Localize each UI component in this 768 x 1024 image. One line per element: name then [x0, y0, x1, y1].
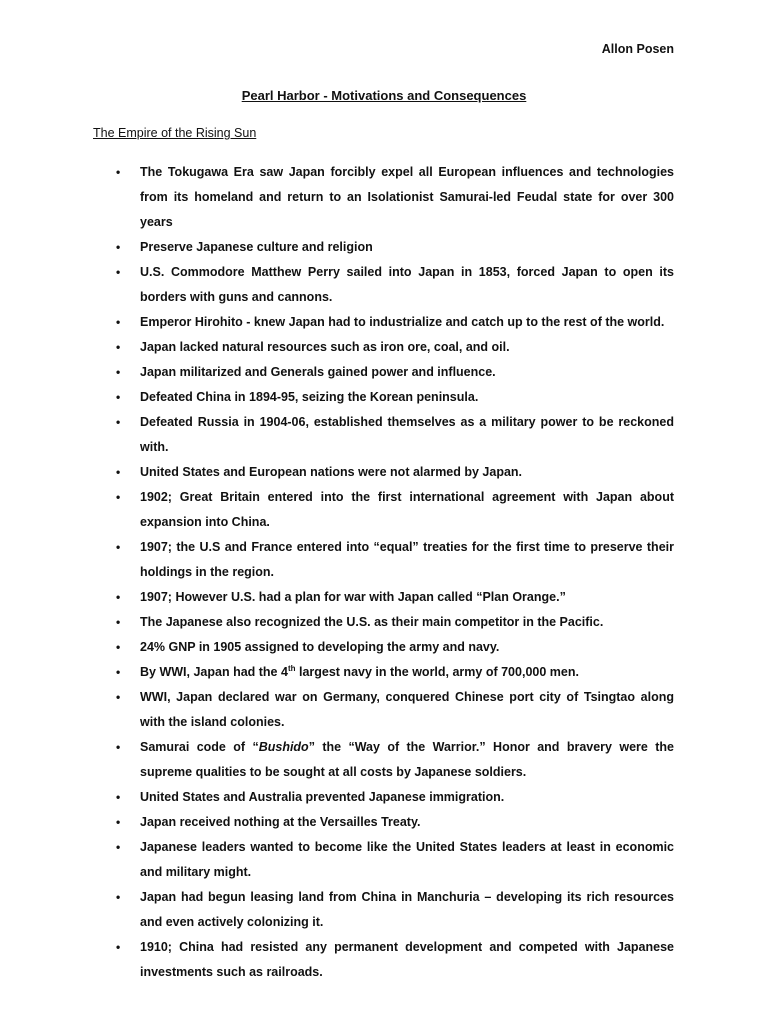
- bullet-icon: •: [116, 615, 121, 629]
- list-item: [116, 335, 674, 360]
- bullet-icon: •: [116, 540, 121, 554]
- list-item-text: WWI, Japan declared war on Germany, conquered Chinese port city of Tsingtao along with the island colonies.: [140, 690, 674, 729]
- list-item: [116, 360, 674, 385]
- list-item-text: Preserve Japanese culture and religion: [140, 240, 373, 254]
- section-heading: The Empire of the Rising Sun: [93, 126, 257, 140]
- list-item-text: The Japanese also recognized the U.S. as their main competitor in the Pacific.: [140, 615, 604, 629]
- list-item: [116, 835, 674, 885]
- list-item: [116, 535, 674, 585]
- bullet-icon: •: [116, 365, 121, 379]
- list-item: [116, 485, 674, 535]
- list-item-text: By WWI, Japan had the 4: [140, 665, 288, 679]
- list-item-text: Samurai code of “: [140, 740, 259, 754]
- bullet-icon: •: [116, 390, 121, 404]
- list-item-text: 1907; the U.S and France entered into “equal” treaties for the first time to preserve their holdings in the region.: [140, 540, 674, 579]
- list-item-text: largest navy in the world, army of 700,000 men.: [295, 665, 579, 679]
- list-item: [116, 685, 674, 735]
- bullet-icon: •: [116, 815, 121, 829]
- list-item-text: Japan lacked natural resources such as iron ore, coal, and oil.: [140, 340, 510, 354]
- list-item: [116, 235, 674, 260]
- bullet-list: [116, 160, 674, 985]
- bullet-icon: •: [116, 590, 121, 604]
- list-item: [116, 935, 674, 985]
- list-item: [116, 260, 674, 310]
- document-title: Pearl Harbor - Motivations and Consequences: [241, 88, 527, 103]
- bullet-icon: •: [116, 465, 121, 479]
- list-item: [116, 660, 674, 685]
- bullet-icon: •: [116, 265, 121, 279]
- list-item: [116, 635, 674, 660]
- bullet-icon: •: [116, 490, 121, 504]
- bullet-icon: •: [116, 415, 121, 429]
- bullet-icon: •: [116, 165, 121, 179]
- list-item-text: The Tokugawa Era saw Japan forcibly expel all European influences and technologies from its homeland and return to an Isolationist Samurai-led Feudal state for over 300 years: [140, 165, 674, 229]
- bullet-icon: •: [116, 690, 121, 704]
- list-item: [116, 885, 674, 935]
- list-item-text: Defeated Russia in 1904-06, established themselves as a military power to be reckoned with.: [140, 415, 674, 454]
- list-item: [116, 385, 674, 410]
- bullet-icon: •: [116, 740, 121, 754]
- author-name: Allon Posen: [601, 42, 674, 56]
- list-item-text: Japan militarized and Generals gained power and influence.: [140, 365, 496, 379]
- list-item-text: Emperor Hirohito - knew Japan had to industrialize and catch up to the rest of the world.: [140, 315, 665, 329]
- list-item-text: United States and European nations were not alarmed by Japan.: [140, 465, 523, 479]
- list-item: [116, 610, 674, 635]
- bullet-icon: •: [116, 340, 121, 354]
- list-item-text: Japan received nothing at the Versailles Treaty.: [140, 815, 421, 829]
- bullet-icon: •: [116, 840, 121, 854]
- list-item-text: 1910; China had resisted any permanent development and competed with Japanese investments such as railroads.: [140, 940, 674, 979]
- bullet-icon: •: [116, 665, 121, 679]
- list-item-text: 1902; Great Britain entered into the first international agreement with Japan about expansion into China.: [140, 490, 674, 529]
- bullet-icon: •: [116, 240, 121, 254]
- bullet-icon: •: [116, 940, 121, 954]
- list-item-text: 24% GNP in 1905 assigned to developing the army and navy.: [140, 640, 500, 654]
- list-item-text: Defeated China in 1894-95, seizing the Korean peninsula.: [140, 390, 479, 404]
- list-item-text: ” the “Way of the Warrior.” Honor and bravery were the supreme qualities to be sought at all costs by Japanese soldiers.: [140, 740, 674, 779]
- list-item: [116, 810, 674, 835]
- list-item-text: Japan had begun leasing land from China in Manchuria – developing its rich resources and even actively colonizing it.: [140, 890, 674, 929]
- bullet-icon: •: [116, 315, 121, 329]
- list-item: [116, 160, 674, 235]
- bullet-icon: •: [116, 640, 121, 654]
- list-item: [116, 785, 674, 810]
- bullet-icon: •: [116, 790, 121, 804]
- list-item-text: U.S. Commodore Matthew Perry sailed into Japan in 1853, forced Japan to open its borders with guns and cannons.: [140, 265, 674, 304]
- list-item-text: Japanese leaders wanted to become like the United States leaders at least in economic and military might.: [140, 840, 674, 879]
- emphasis-text: Bushido: [258, 740, 309, 754]
- list-item: [116, 460, 674, 485]
- list-item: [116, 585, 674, 610]
- bullet-icon: •: [116, 890, 121, 904]
- list-item: [116, 735, 674, 785]
- list-item-text: United States and Australia prevented Japanese immigration.: [140, 790, 505, 804]
- superscript-text: th: [287, 663, 296, 673]
- list-item: [116, 310, 674, 335]
- list-item: [116, 410, 674, 460]
- list-item-text: 1907; However U.S. had a plan for war with Japan called “Plan Orange.”: [140, 590, 566, 604]
